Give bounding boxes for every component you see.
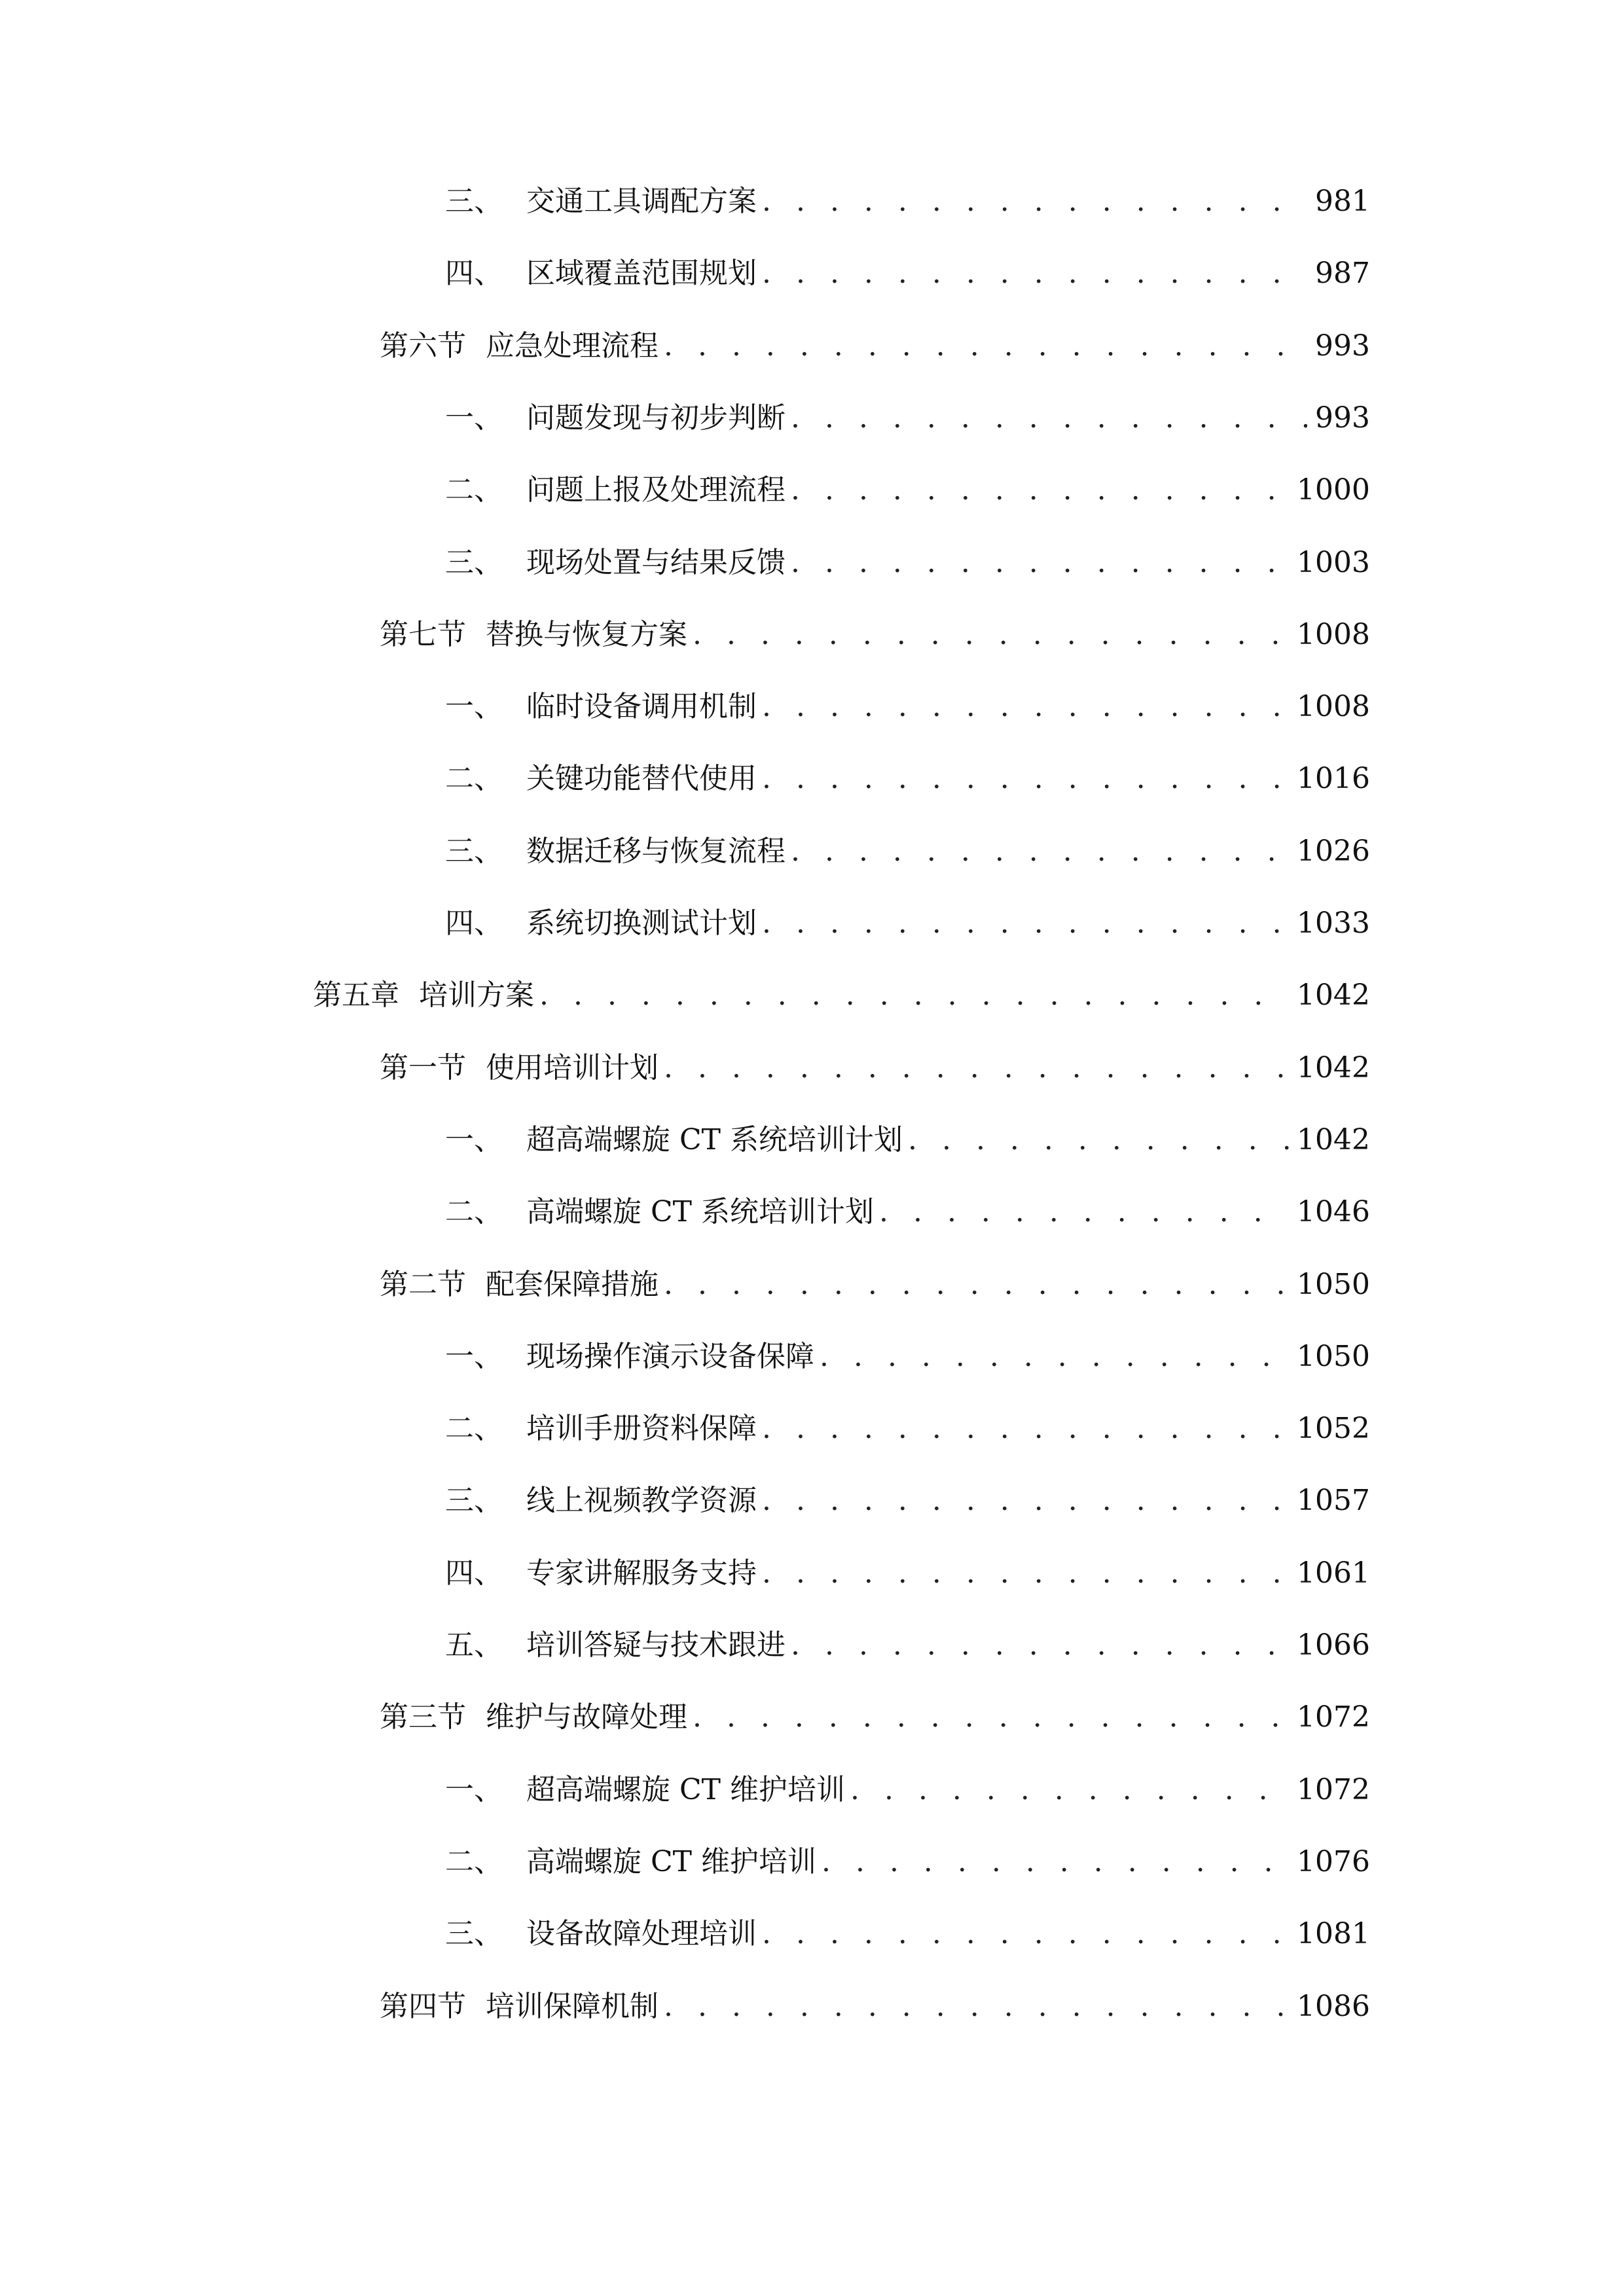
dot-leader (762, 897, 1289, 950)
toc-entry-title: 使用培训计划 (486, 1050, 659, 1085)
toc-entry-number: 四、 (445, 906, 503, 940)
toc-entry-page-number: 987 (1315, 257, 1370, 291)
toc-entry-title: 超高端螺旋 CT 系统培训计划 (526, 1122, 903, 1157)
toc-entry-page-number: 1008 (1297, 690, 1370, 724)
toc-entry[interactable] (445, 1114, 1370, 1166)
toc-entry-number: 二、 (445, 762, 503, 796)
toc-entry-page-number: 1042 (1297, 1122, 1370, 1157)
toc-entry-number: 一、 (445, 1772, 503, 1806)
toc-entry-page-number: 1072 (1297, 1772, 1370, 1806)
toc-entry-number: 第一节 (380, 1050, 466, 1085)
toc-entry-title: 超高端螺旋 CT 维护培训 (526, 1772, 845, 1806)
toc-entry-number: 一、 (445, 1339, 503, 1373)
toc-entry[interactable] (445, 537, 1370, 589)
toc-entry[interactable] (445, 1764, 1370, 1816)
toc-entry-number: 二、 (445, 1412, 503, 1446)
toc-entry[interactable] (445, 1619, 1370, 1672)
toc-entry-number: 四、 (445, 257, 503, 291)
dot-leader (664, 1981, 1289, 2033)
dot-leader (693, 1691, 1289, 1744)
toc-entry[interactable] (445, 825, 1370, 878)
dot-leader (762, 1908, 1289, 1960)
toc-entry-title: 现场处置与结果反馈 (526, 545, 785, 579)
toc-entry-page-number: 1008 (1297, 617, 1370, 651)
toc-entry-page-number: 1026 (1297, 834, 1370, 868)
toc-entry-title: 系统切换测试计划 (526, 906, 757, 940)
toc-entry-title: 应急处理流程 (486, 329, 659, 363)
toc-entry-number: 二、 (445, 1195, 503, 1229)
dot-leader (850, 1764, 1289, 1816)
toc-entry-page-number: 1072 (1297, 1700, 1370, 1734)
toc-entry[interactable] (380, 1259, 1370, 1311)
toc-entry-number: 五、 (445, 1628, 503, 1662)
toc-entry-title: 维护与故障处理 (486, 1700, 687, 1734)
toc-entry[interactable] (313, 969, 1370, 1022)
toc-entry-page-number: 1076 (1297, 1844, 1370, 1878)
toc-entry[interactable] (445, 1403, 1370, 1455)
dot-leader (762, 175, 1307, 228)
toc-entry[interactable] (445, 1475, 1370, 1527)
toc-entry-title: 设备故障处理培训 (526, 1917, 757, 1951)
toc-entry-number: 第六节 (380, 329, 466, 363)
toc-entry[interactable] (445, 681, 1370, 733)
dot-leader (762, 753, 1289, 805)
toc-entry-page-number: 1033 (1297, 906, 1370, 940)
dot-leader (664, 1259, 1289, 1311)
toc-entry-number: 三、 (445, 185, 503, 218)
toc-entry-title: 线上视频教学资源 (526, 1484, 757, 1518)
toc-entry-number: 第七节 (380, 617, 466, 651)
dot-leader (821, 1836, 1289, 1888)
toc-entry-page-number: 1057 (1297, 1484, 1370, 1518)
toc-entry-title: 培训方案 (419, 978, 534, 1013)
toc-entry-title: 配套保障措施 (486, 1267, 659, 1301)
toc-entry-title: 现场操作演示设备保障 (526, 1339, 814, 1373)
toc-entry-number: 一、 (445, 1122, 503, 1157)
toc-entry-page-number: 1046 (1297, 1195, 1370, 1229)
toc-entry-number: 第四节 (380, 1989, 466, 2023)
toc-entry-page-number: 993 (1315, 329, 1370, 363)
toc-entry-title: 高端螺旋 CT 系统培训计划 (526, 1195, 874, 1229)
dot-leader (664, 320, 1307, 372)
toc-entry[interactable] (445, 897, 1370, 950)
dot-leader (664, 1042, 1289, 1094)
toc-entry-page-number: 1061 (1297, 1556, 1370, 1590)
toc-entry-number: 三、 (445, 545, 503, 579)
toc-entry[interactable] (445, 175, 1370, 228)
toc-entry-title: 关键功能替代使用 (526, 762, 757, 796)
toc-entry[interactable] (380, 1042, 1370, 1094)
toc-entry-page-number: 993 (1315, 401, 1370, 435)
toc-entry-number: 三、 (445, 1484, 503, 1518)
toc-entry[interactable] (445, 1331, 1370, 1383)
toc-entry-title: 数据迁移与恢复流程 (526, 834, 785, 868)
toc-entry-page-number: 1086 (1297, 1989, 1370, 2023)
dot-leader (762, 1475, 1289, 1527)
dot-leader (693, 609, 1289, 661)
toc-entry-page-number: 1066 (1297, 1628, 1370, 1662)
toc-entry-number: 一、 (445, 401, 503, 435)
toc-entry[interactable] (445, 464, 1370, 516)
toc-entry-title: 培训保障机制 (486, 1989, 659, 2023)
toc-entry-title: 培训答疑与技术跟进 (526, 1628, 785, 1662)
toc-entry[interactable] (380, 1691, 1370, 1744)
toc-entry-title: 问题发现与初步判断 (526, 401, 785, 435)
toc-entry-number: 二、 (445, 1844, 503, 1878)
toc-entry-title: 专家讲解服务支持 (526, 1556, 757, 1590)
toc-entry-title: 区域覆盖范围规划 (526, 257, 757, 291)
toc-entry[interactable] (445, 1836, 1370, 1888)
toc-entry-page-number: 1000 (1297, 473, 1370, 507)
toc-entry-page-number: 981 (1315, 185, 1370, 218)
dot-leader (762, 247, 1307, 300)
dot-leader (791, 537, 1289, 589)
toc-entry[interactable] (380, 609, 1370, 661)
toc-entry-number: 四、 (445, 1556, 503, 1590)
dot-leader (791, 1619, 1289, 1672)
toc-entry-number: 三、 (445, 1917, 503, 1951)
toc-entry-page-number: 1042 (1297, 978, 1370, 1013)
toc-entry[interactable] (445, 1547, 1370, 1600)
toc-entry[interactable] (445, 753, 1370, 805)
toc-entry-number: 第五章 (313, 978, 399, 1013)
toc-entry-number: 三、 (445, 834, 503, 868)
toc-entry-page-number: 1050 (1297, 1339, 1370, 1373)
toc-entry-title: 问题上报及处理流程 (526, 473, 785, 507)
toc-entry-title: 交通工具调配方案 (526, 185, 757, 218)
dot-leader (762, 1547, 1289, 1600)
dot-leader (762, 681, 1289, 733)
dot-leader (762, 1403, 1289, 1455)
toc-entry-number: 第二节 (380, 1267, 466, 1301)
toc-entry-page-number: 1003 (1297, 545, 1370, 579)
dot-leader (820, 1331, 1289, 1383)
toc-entry-number: 一、 (445, 690, 503, 724)
toc-entry-page-number: 1081 (1297, 1917, 1370, 1951)
toc-entry-page-number: 1050 (1297, 1267, 1370, 1301)
toc-entry[interactable] (380, 1981, 1370, 2033)
dot-leader (791, 392, 1307, 444)
toc-entry-title: 替换与恢复方案 (486, 617, 687, 651)
toc-entry-number: 第三节 (380, 1700, 466, 1734)
toc-entry-title: 临时设备调用机制 (526, 690, 757, 724)
toc-entry[interactable] (445, 392, 1370, 444)
toc-entry[interactable] (445, 1186, 1370, 1238)
dot-leader (908, 1114, 1289, 1166)
toc-entry-page-number: 1016 (1297, 762, 1370, 796)
dot-leader (791, 464, 1289, 516)
dot-leader (879, 1186, 1289, 1238)
toc-entry[interactable] (445, 247, 1370, 300)
toc-entry[interactable] (445, 1908, 1370, 1960)
toc-entry[interactable] (380, 320, 1370, 372)
dot-leader (791, 825, 1289, 878)
toc-entry-page-number: 1042 (1297, 1050, 1370, 1085)
toc-entry-title: 高端螺旋 CT 维护培训 (526, 1844, 816, 1878)
toc-entry-page-number: 1052 (1297, 1412, 1370, 1446)
toc-entry-title: 培训手册资料保障 (526, 1412, 757, 1446)
dot-leader (539, 969, 1289, 1022)
toc-entry-number: 二、 (445, 473, 503, 507)
